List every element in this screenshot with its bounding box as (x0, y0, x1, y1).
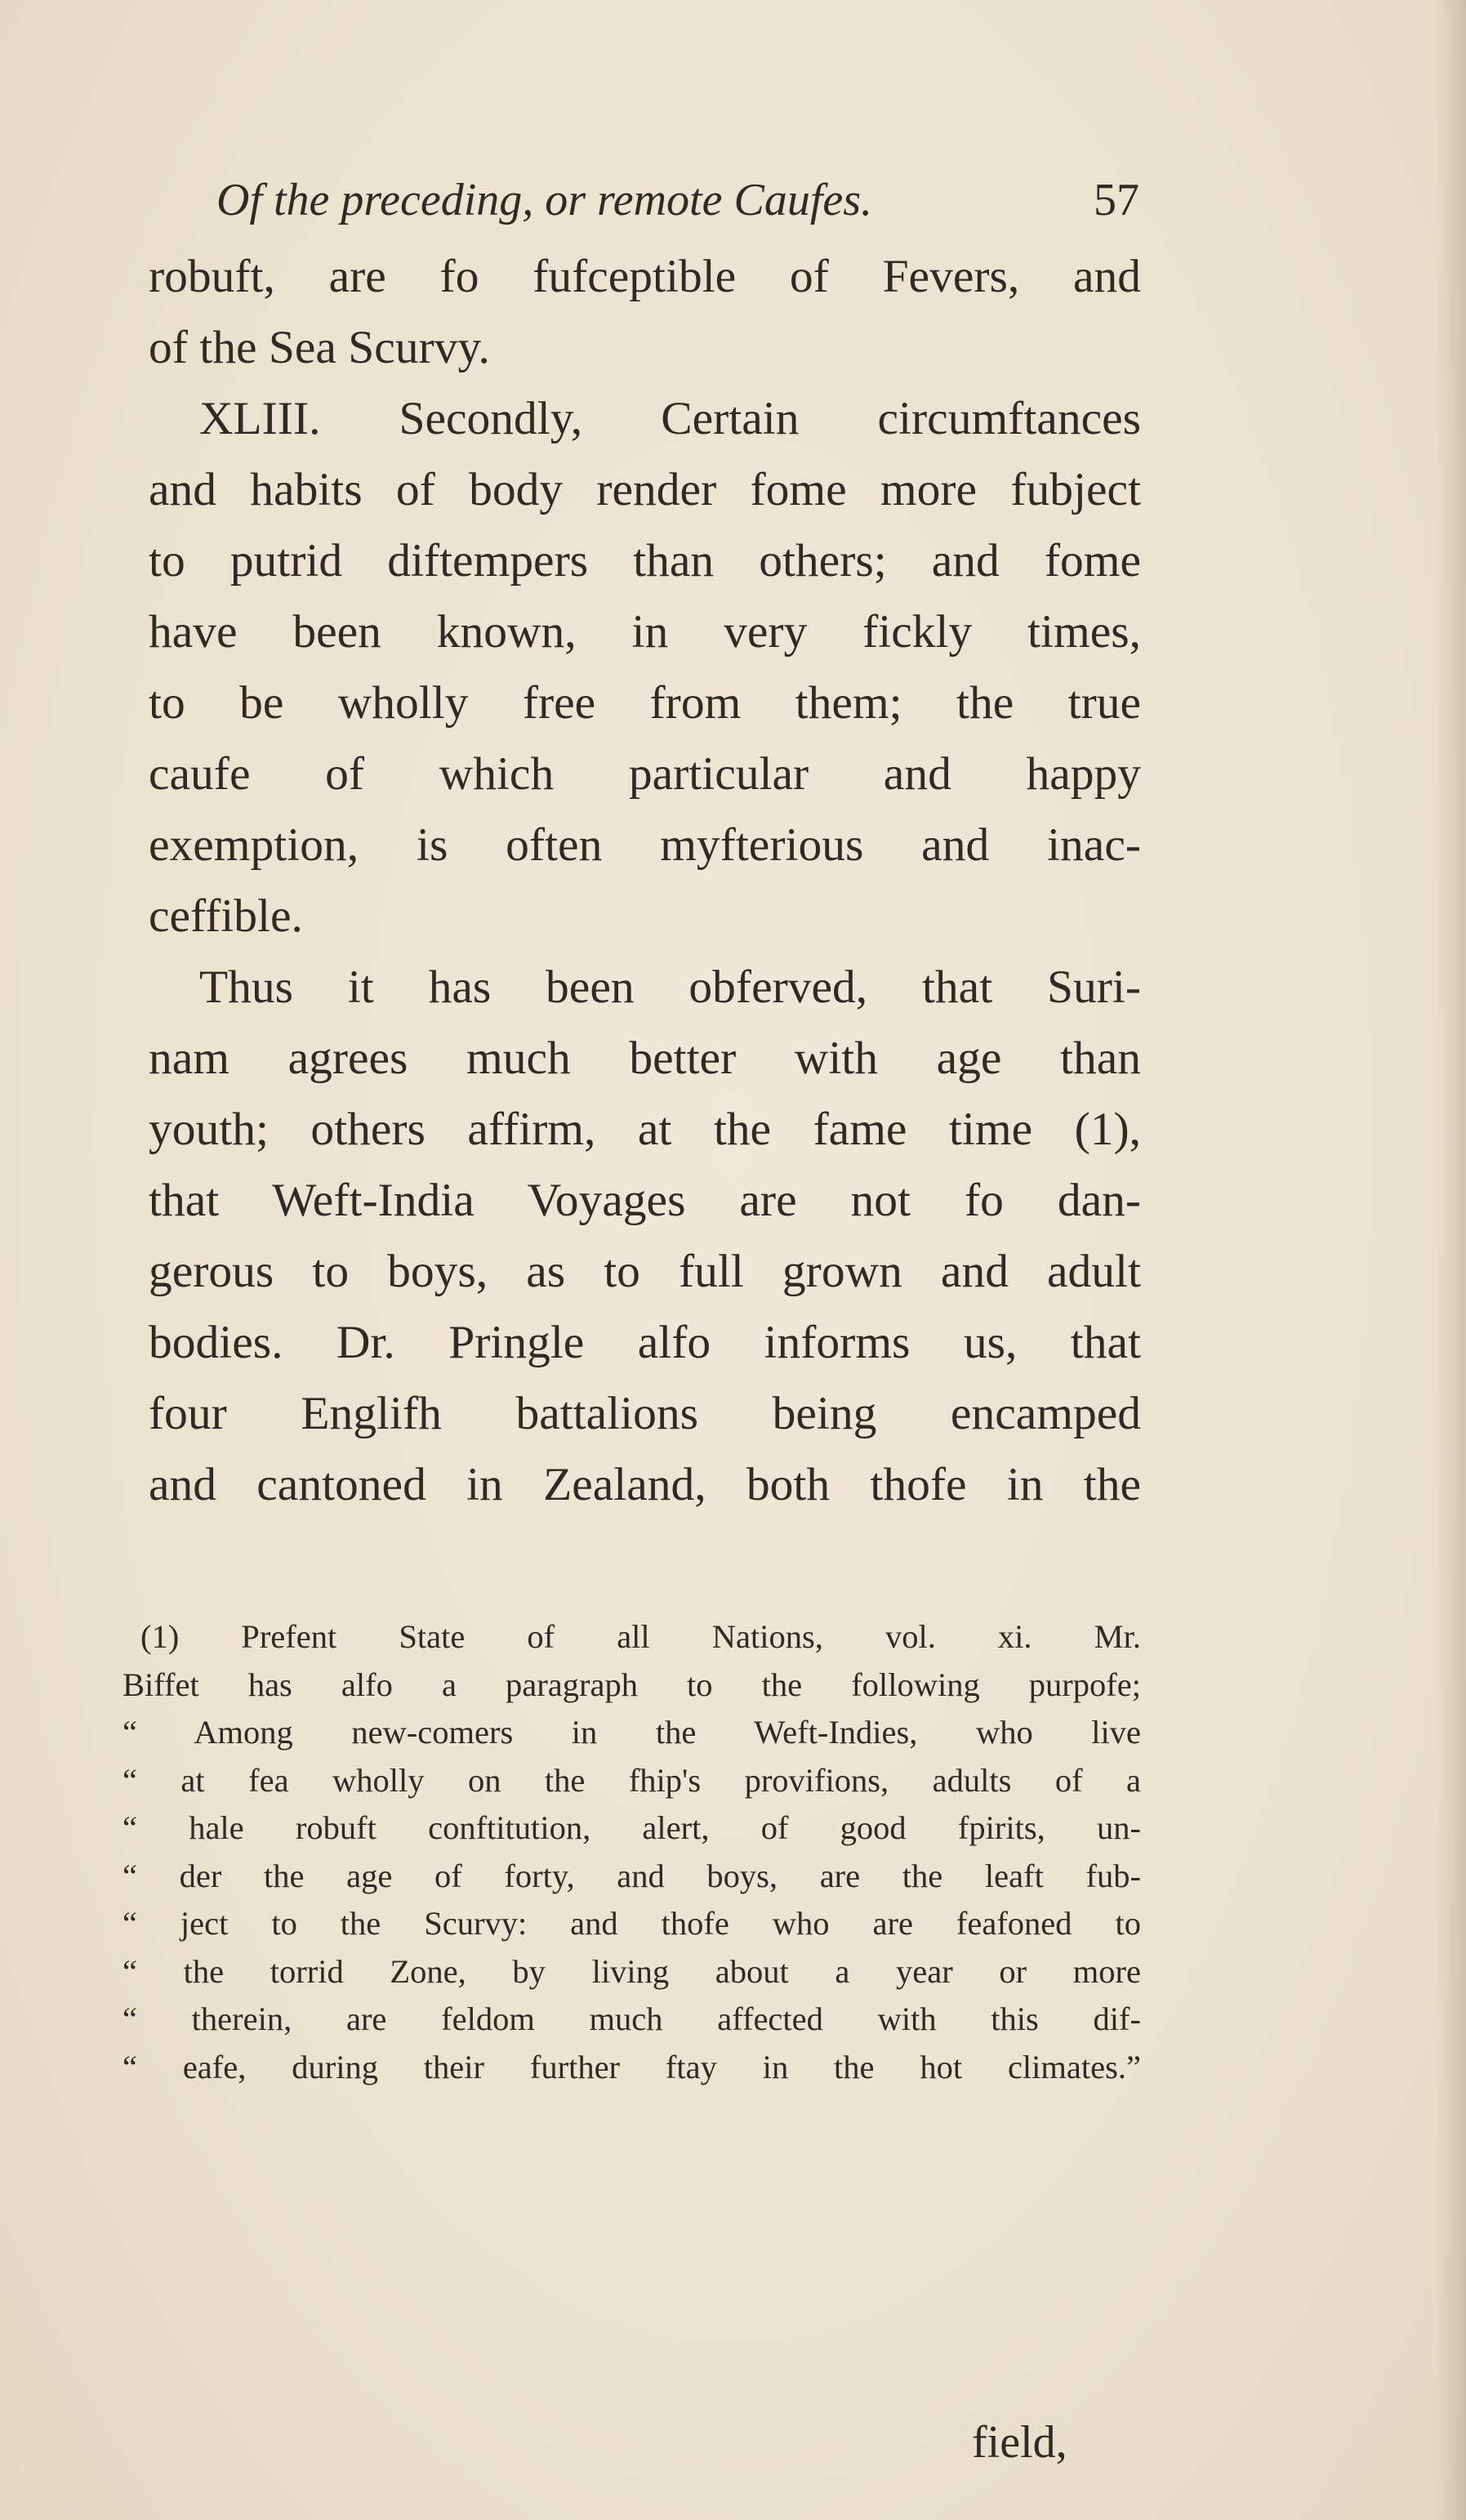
page-edge-shadow (1435, 0, 1466, 2520)
running-title: Of the preceding, or remote Caufes. (216, 175, 873, 225)
body-line: and cantoned in Zealand, both thofe in the (149, 1459, 1141, 1510)
footnote-line: “ der the age of forty, and boys, are the leaft fub- (123, 1857, 1141, 1894)
catchword: field, (972, 2417, 1067, 2468)
body-line: robuft, are fo fufceptible of Fevers, and (149, 251, 1141, 302)
body-line: and habits of body render fome more fubject (149, 464, 1141, 515)
footnote-line: “ ject to the Scurvy: and thofe who are feafoned to (123, 1905, 1141, 1942)
body-line: that Weft-India Voyages are not fo dan- (149, 1175, 1141, 1226)
body-line: ceffible. (149, 890, 303, 942)
page-number: 57 (1094, 175, 1139, 225)
footnote-line: “ Among new-comers in the Weft-Indies, who live (123, 1714, 1141, 1751)
body-line: nam agrees much better with age than (149, 1033, 1141, 1084)
body-line: Thus it has been obferved, that Suri- (199, 961, 1141, 1013)
body-line: gerous to boys, as to full grown and adult (149, 1246, 1141, 1297)
footnote-line: “ eafe, during their further ftay in the hot climates.” (123, 2048, 1141, 2085)
footnote-line: “ at fea wholly on the fhip's provifions, adults of a (123, 1761, 1141, 1799)
body-line: of the Sea Scurvy. (149, 322, 490, 373)
body-line: caufe of which particular and happy (149, 748, 1141, 800)
body-line: to putrid diftempers than others; and fome (149, 535, 1141, 587)
footnote-line: Biffet has alfo a paragraph to the following purpofe; (123, 1666, 1141, 1703)
body-line: have been known, in very fickly times, (149, 606, 1141, 658)
body-line: bodies. Dr. Pringle alfo informs us, that (149, 1317, 1141, 1368)
footnote (123, 1613, 1141, 2091)
body-line: to be wholly free from them; the true (149, 677, 1141, 729)
footnote-line: (1) Prefent State of all Nations, vol. xi. Mr. (140, 1618, 1141, 1655)
body-line: XLIII. Secondly, Certain circumftances (199, 393, 1141, 444)
footnote-line: “ therein, are feldom much affected with this dif- (123, 2000, 1141, 2037)
footnote-line: “ hale robuft conftitution, alert, of good fpirits, un- (123, 1809, 1141, 1846)
body-line: youth; others affirm, at the fame time (1), (149, 1104, 1141, 1155)
body-line: four Englifh battalions being encamped (149, 1388, 1141, 1439)
main-text (149, 241, 1141, 1520)
body-line: exemption, is often myfterious and inac- (149, 819, 1141, 871)
footnote-line: “ the torrid Zone, by living about a year or more (123, 1952, 1141, 1990)
page-header (216, 167, 1139, 233)
